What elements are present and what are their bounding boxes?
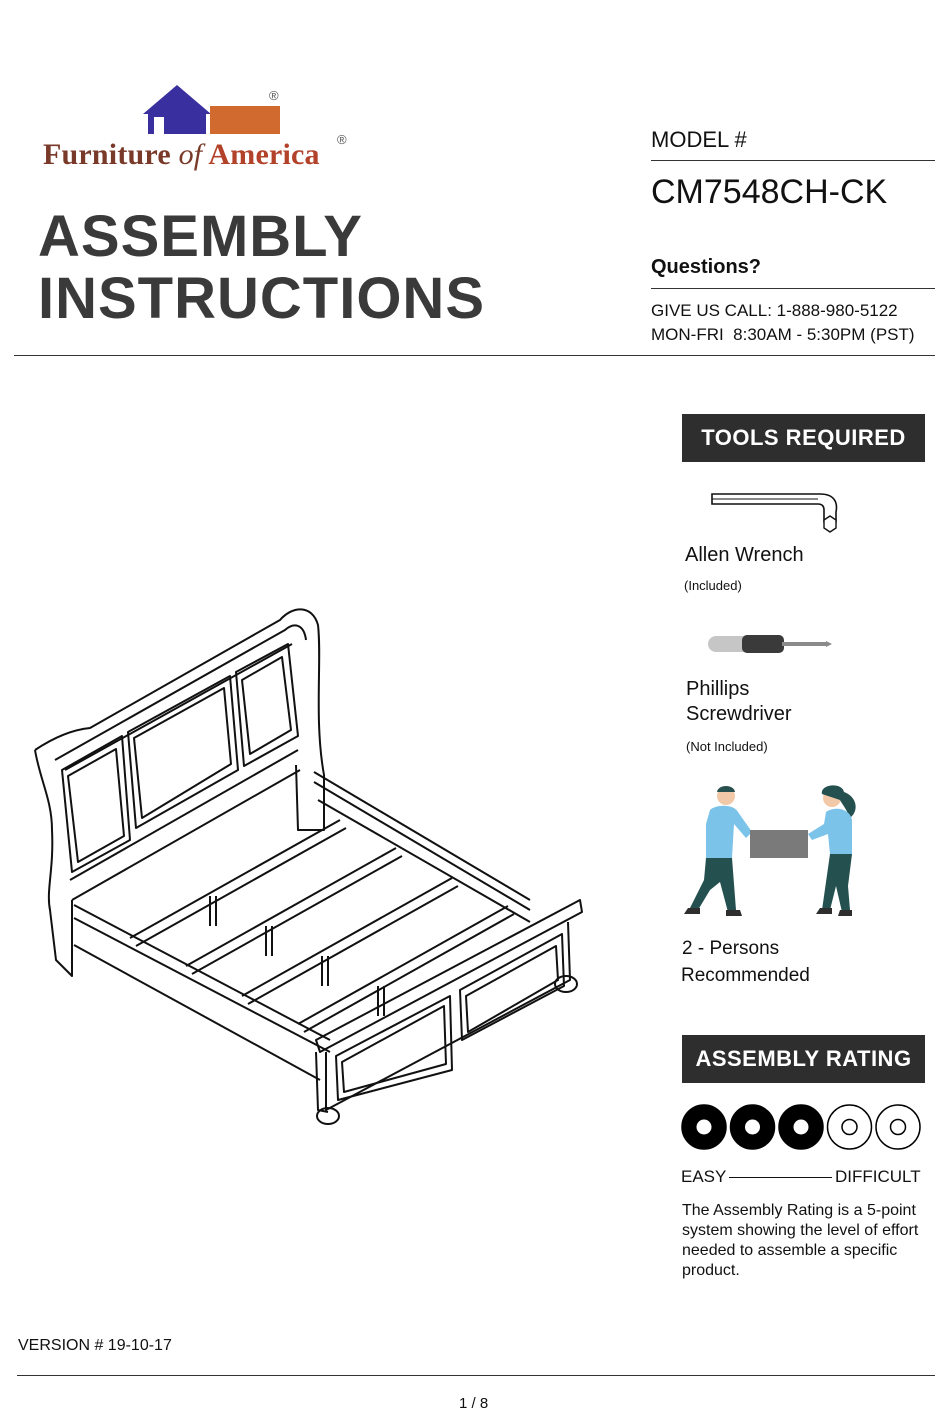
allen-wrench-label: Allen Wrench [685,544,804,566]
assembly-rating-dots [680,1102,925,1152]
questions-heading: Questions? [651,256,762,278]
divider [651,288,935,289]
registered-mark-2: ® [337,132,347,147]
easy-label: EASY [681,1167,727,1186]
phone-number: GIVE US CALL: 1-888-980-5122 [651,301,898,320]
two-persons-icon [680,782,870,924]
allen-wrench-note: (Included) [684,578,742,593]
screwdriver-label-line2: Screwdriver [686,703,792,725]
rating-dot-filled [779,1105,823,1149]
model-label: MODEL # [651,127,747,152]
brand-logo [40,82,360,182]
rating-dot-empty [876,1105,920,1149]
brand-word-of: of [178,138,203,171]
screwdriver-note: (Not Included) [686,739,768,754]
office-hours: MON-FRI 8:30AM - 5:30PM (PST) [651,325,915,344]
sleigh-bed-illustration [30,600,590,1130]
rating-dot-filled [731,1105,775,1149]
difficulty-scale-line [729,1177,832,1178]
phillips-screwdriver-icon [706,630,832,658]
divider [651,160,935,161]
footer-divider [17,1375,935,1376]
persons-label-line2: Recommended [681,965,810,986]
difficult-label: DIFFICULT [835,1167,921,1186]
version-number: VERSION # 19-10-17 [18,1337,172,1354]
rating-dot-filled [682,1105,726,1149]
model-number: CM7548CH-CK [651,173,888,211]
title-instructions: INSTRUCTIONS [38,266,485,331]
allen-wrench-icon [708,488,840,536]
page-number: 1 / 8 [459,1395,489,1412]
brand-name [43,138,320,172]
brand-word-america: America [202,138,320,171]
assembly-rating-banner: ASSEMBLY RATING [682,1035,925,1083]
header-divider [14,355,935,356]
screwdriver-label-line1: Phillips [686,678,750,700]
tools-required-banner: TOOLS REQUIRED [682,414,925,462]
rating-description: The Assembly Rating is a 5-point system showing the level of effort needed to assemble a specific product. [682,1202,919,1279]
registered-mark: ® [269,88,279,103]
brand-word-furniture: Furniture [43,138,179,171]
title-assembly: ASSEMBLY [38,204,363,269]
persons-label-line1: 2 - Persons [682,938,780,959]
rating-dot-empty [828,1105,872,1149]
